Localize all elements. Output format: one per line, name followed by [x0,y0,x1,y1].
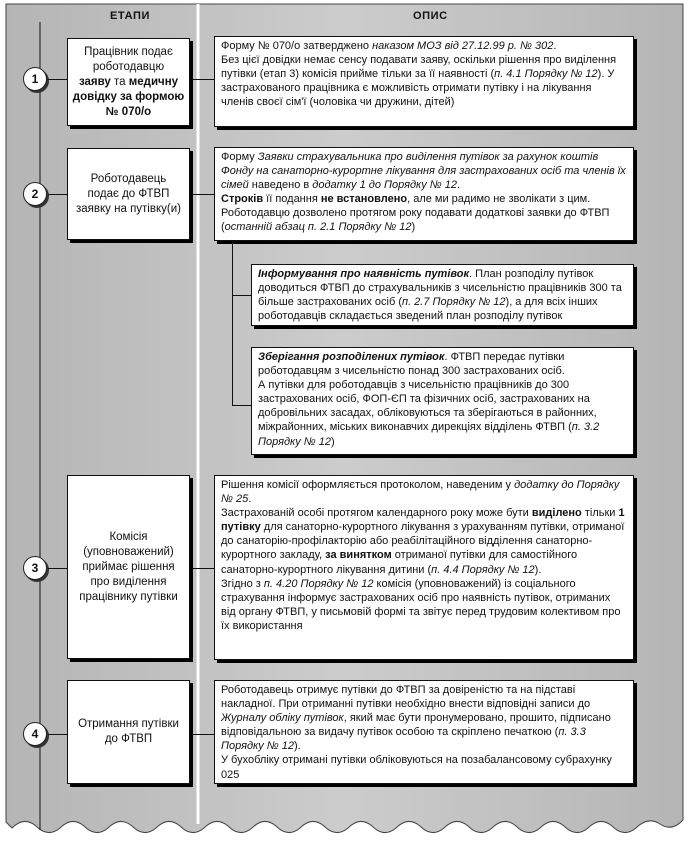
step-3-desc-ref: п. 4.4 Порядку № 12 [431,563,535,576]
step-2-connector [48,194,68,195]
step-4-desc-text: , який має бути пронумеровано, прошито, підписано відповідальною за видачу путівок особою та скріплено печаткою ( [221,712,611,739]
step-2-storage-text: А путівки для роботодавців з чисельністю працівників до 300 застрахованих осіб, ФОП-ЄП та фізичних осіб, застрахованих на добровільних засадах, обліковуються та зберігаються в районних, міжрайонних, міських виконавчих дирекціях відділень ФТВП ( [258,379,597,434]
step-3-desc-text: Згідно з [221,577,264,590]
step-1-stage-certificate: довідку за формою [72,90,185,103]
step-2-desc-not-set: не встановлено [320,193,408,206]
step-2-desc-form-title: Заявки страхувальника про виділення путівок за рахунок коштів Фонду на санаторно-курортне лікування для застрахованих осіб та членів їх сімей [221,151,626,192]
step-4-desc-text: ). [294,740,301,753]
stages-header: ЕТАПИ [110,10,150,22]
step-4-stage-box [67,680,190,784]
step-1-description [214,36,634,127]
step-2-sub2-connector [232,405,252,406]
step-4-connector [48,734,68,735]
step-2-storage-text: ) [331,435,335,448]
step-1-number: 1 [23,67,47,91]
step-2-desc-text: ) [411,221,416,234]
step-2-storage-title: Зберігання розподілених путівок [258,351,445,363]
step-2-desc-text: наведено в [248,179,313,192]
step-3-stage-line5: працівнику путівки [79,590,178,603]
step-2-desc-text: Роботодавцю дозволено протягом року подавати додаткові заявки до ФТВП ( [221,207,610,234]
step-3-connector [48,568,68,569]
step-3-desc-text: комісія (уповноважений) із соціального страхування інформує застрахованих осіб про наявність путівок, отриманих від органу ФТВП, у письмовій формі та звітує перед трудовим колективом про їх використання [221,577,621,632]
step-3-desc-text: Застрахованій особі протягом календарного року може бути [221,507,532,520]
step-2-informing-title: Інформування про наявність путівок [258,268,470,280]
step-2-informing-box [251,264,634,326]
step-2-desc-connector [190,194,214,195]
step-4-number: 4 [23,722,47,746]
step-2-stage-line1: Роботодавець [90,172,167,185]
step-3-desc-ref: п. 4.20 Порядку № 12 [263,577,374,590]
step-2-desc-text: . [457,179,461,192]
step-3-stage-line2: (уповноважений) [83,545,174,558]
step-2-stage-line3: заявку на путівку(и) [76,202,181,215]
step-1-stage-medical: медичну [128,75,179,88]
step-2-storage-text: . ФТВП передає путівки роботодавцям з чисельністю понад 300 застрахованих осіб. [258,351,565,378]
step-3-desc-ref: додатку до Порядку № 25 [221,479,620,506]
step-1-desc-text: Без цієї довідки немає сенсу подавати заяву, оскільки рішення про виділення путівки (етап 3) комісія прийме тільки за її наявності ( [221,54,617,81]
step-4-desc-text: Роботодавець отримує путівки до ФТВП за довіреністю та на підставі накладної. При отриманні путівки необхідно внести відповідні записи до [221,684,591,711]
step-1-desc-connector [190,79,214,80]
step-1-stage-and: та [110,75,129,88]
step-1-desc-ref: п. 4.1 Порядку № 12 [494,68,598,81]
step-4-description [214,680,634,784]
step-2-sub1-connector [232,295,252,296]
step-2-desc-ref: додатку 1 до Порядку № 12 [312,179,457,192]
step-1-stage-application: заяву [78,75,111,88]
step-2-desc-text: Форму [221,151,258,163]
step-2-informing-ref: п. 2.7 Порядку № 12 [402,296,506,309]
step-2-description [214,147,634,241]
step-2-desc-ref: останній абзац п. 2.1 Порядку № 12 [224,221,412,234]
step-3-desc-text: Рішення комісії оформляється протоколом, наведеним у [221,479,515,491]
step-1-desc-order-ref: наказом МОЗ від 27.12.99 р. № 302 [372,40,554,52]
step-2-stage-line2: подає до ФТВП [87,187,170,200]
step-2-desc-deadlines: Строків [221,193,264,206]
step-4-desc-connector [190,734,214,735]
step-1-desc-text: . [553,40,557,52]
step-3-desc-text: . [248,493,252,506]
step-4-desc-journal: Журналу обліку путівок [221,712,344,725]
step-3-stage-line1: Комісія [109,530,148,543]
step-4-stage-line1: Отримання путівки [78,718,179,730]
step-1-connector [48,79,68,80]
step-3-desc-text: тільки [581,507,619,520]
step-2-desc-text: , але ми радимо не зволікати з цим. [407,193,591,206]
step-2-desc-text: її подання [263,193,321,206]
step-4-desc-accounting: У бухобліку отримані путівки обліковуються на позабалансовому субрахунку 025 [221,754,612,781]
step-1-stage-form: № 070/о [105,105,152,118]
step-2-storage-box [251,347,634,455]
step-2-stage-box [67,148,190,240]
step-3-description [214,475,634,660]
step-3-stage-box [67,475,190,659]
step-3-desc-text: отриманої путівки для самостійного санаторно-курортного лікування дитини ( [221,549,578,576]
description-header: ОПИС [413,10,448,22]
step-4-stage-line2: до ФТВП [104,733,153,745]
step-3-desc-text: ). [534,563,542,576]
step-1-stage-line2: роботодавцю [92,60,165,73]
step-3-desc-allocated: виділено [531,507,582,520]
step-1-stage-box [67,38,190,126]
step-3-desc-one-voucher: 1 путівку [221,507,625,534]
step-2-informing-text: ), а для всіх інших роботодавців складається зведений план розподілу путівок [258,296,598,323]
step-1-desc-text: ). У застрахованого працівника є можливість отримати путівку і на лікування членів своєї сім'ї (чоловіка чи дружини, дітей) [221,68,615,109]
step-3-desc-text: для санаторно-курортного лікування з урахуванням путівки, отриманої до санаторію-профілакторію або реабілітаційного відділення санаторно-курортного закладу, [221,521,625,562]
step-2-informing-text: . План розподілу путівок доводиться ФТВП до страхувальників з чисельністю працівників 300 та більше застрахованих осіб ( [258,268,622,309]
step-3-stage-line3: приймає рішення [82,560,175,573]
step-1-stage-line1: Працівник подає [84,45,173,58]
step-3-desc-connector [190,568,214,569]
step-4-desc-ref: п. 3.3 Порядку № 12 [221,726,586,753]
step-3-desc-except: за винятком [325,549,392,562]
step-2-sub-vertical [232,241,233,406]
step-1-desc-text: Форму № 070/о затверджено [221,40,373,52]
step-3-stage-line4: про виділення [90,575,167,588]
step-2-number: 2 [23,182,47,206]
step-3-number: 3 [23,556,47,580]
step-2-storage-ref: п. 3.2 Порядку № 12 [258,421,600,448]
